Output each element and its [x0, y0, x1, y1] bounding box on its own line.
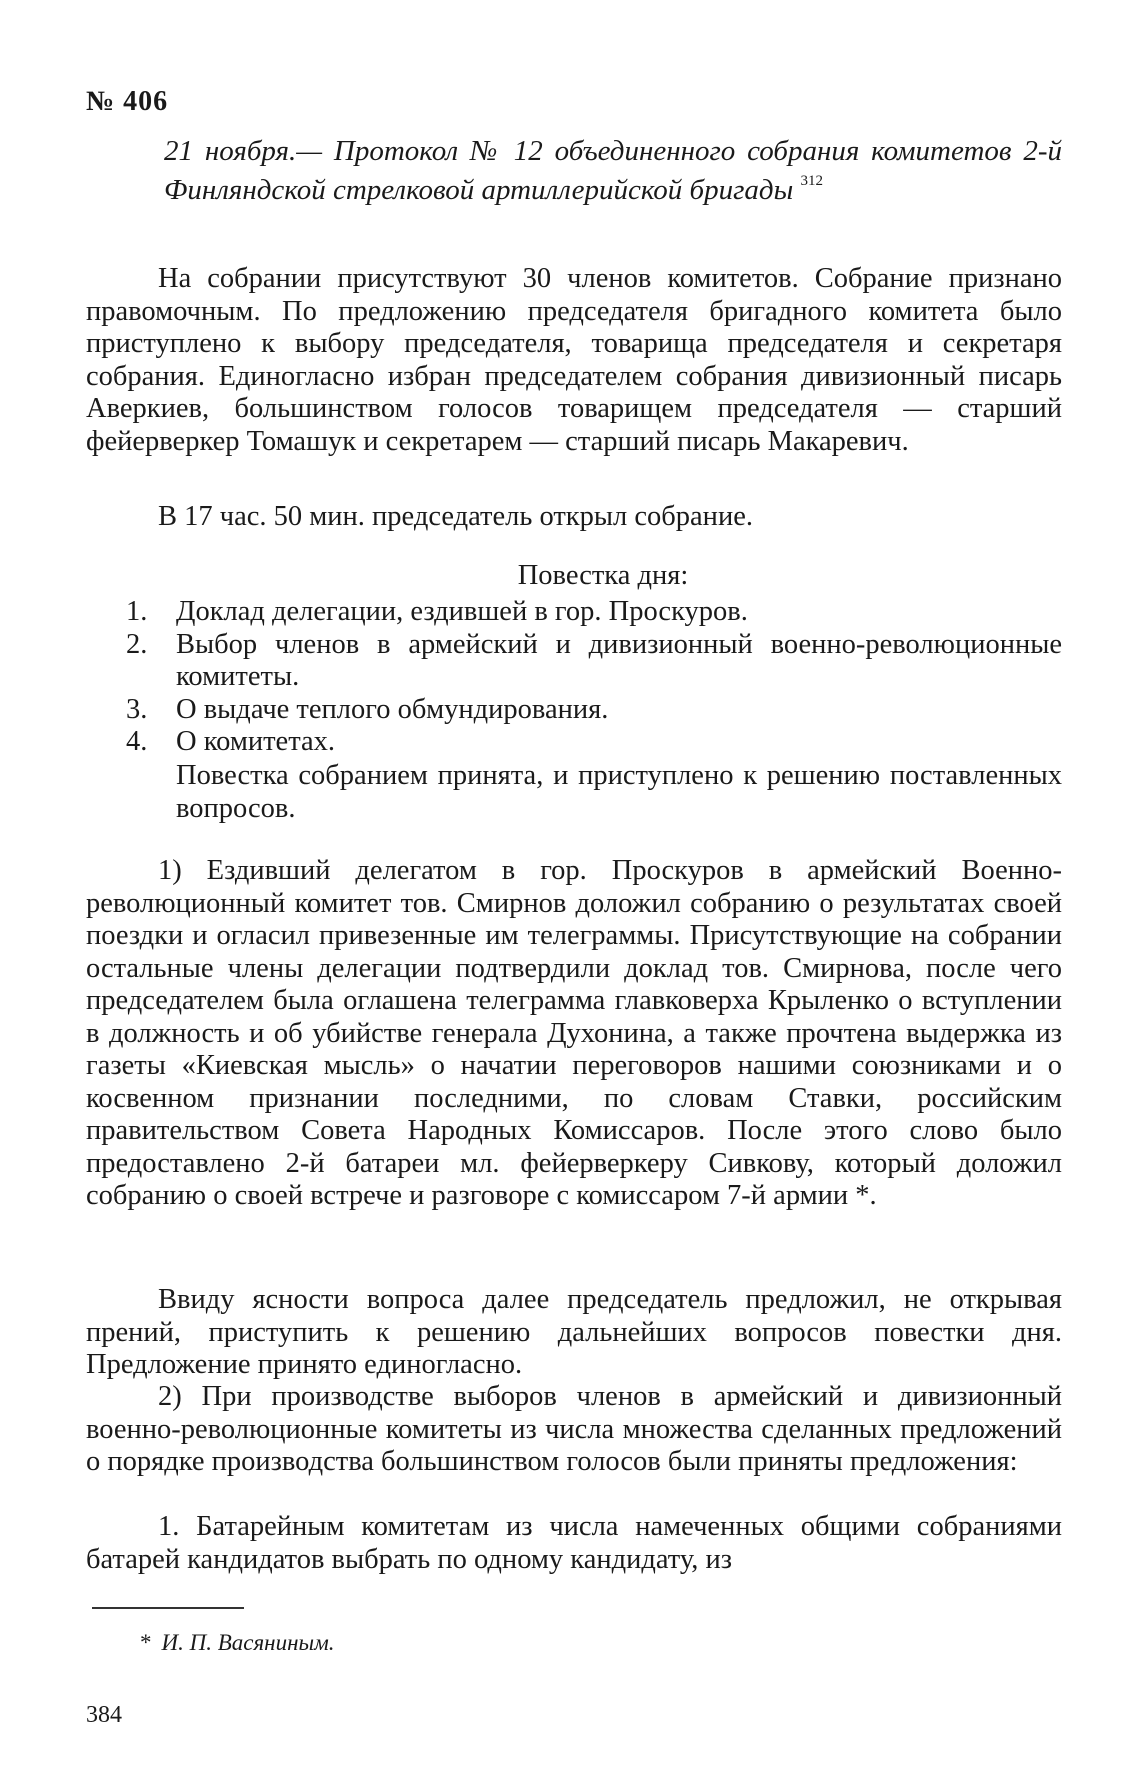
heading-text: 21 ноября.— Протокол № 12 объединенного собрания комитетов 2-й Финляндской стрелковой артиллерийской бригады [164, 135, 1062, 206]
agenda-item [126, 726, 1062, 759]
meeting-start-paragraph: В 17 час. 50 мин. председатель открыл собрание. [158, 501, 753, 532]
item-1-paragraph: 1) Ездивший делегатом в гор. Проскуров в армейский Военно-революционный комитет тов. Смирнов доложил собранию о результатах своей поездки и огласил привезенные им телеграммы. Присутствующие на собрании остальные члены делегации подтвердили доклад тов. Смирнова, после чего председателем была оглашена телеграмма главковерха Крыленко о вступлении в должность и об убийстве генерала Духонина, а также прочтена выдержка из газеты «Киевская мысль» о начатии переговоров нашими союзниками и о косвенном признании последними, по словам Ставки, российским правительством Совета Народных Комиссаров. После этого слово было предоставлено 2-й батареи мл. фейерверкеру Сивкову, который доложил собранию о своей встрече и разговоре с комиссаром 7-й армии *. [86, 855, 1062, 1211]
footnote-text: И. П. Васяниным. [161, 1630, 335, 1655]
agenda-accepted-paragraph: Повестка собранием принята, и приступлено к решению поставленных вопросов. [176, 760, 1062, 824]
agenda-item-text: О комитетах. [176, 726, 336, 757]
agenda-title: Повестка дня: [517, 560, 689, 591]
footnote-mark: * [140, 1630, 152, 1655]
document-heading [164, 132, 1062, 210]
agenda-item [126, 596, 1062, 629]
agenda-list [126, 596, 1062, 759]
agenda-item-number: 2. [126, 628, 148, 660]
agenda-item-text: Доклад делегации, ездившей в гор. Проскуров. [176, 596, 748, 627]
document-number: № 406 [86, 86, 169, 117]
agenda-item-number: 4. [126, 726, 148, 757]
agenda-item-number: 1. [126, 596, 148, 627]
proposal-paragraph: Ввиду ясности вопроса далее председатель предложил, не открывая прений, приступить к решению дальнейших вопросов повестки дня. Предложение принято единогласно. [86, 1284, 1062, 1380]
agenda-item [126, 629, 1062, 694]
footnote-divider [92, 1607, 244, 1609]
agenda-item-number: 3. [126, 693, 148, 725]
agenda-item-text: О выдаче теплого обмундирования. [176, 693, 609, 725]
agenda-item [126, 694, 1062, 727]
page-number: 384 [86, 1702, 122, 1728]
item-2-paragraph: 2) При производстве выборов членов в армейский и дивизионный военно-революционные комитеты из числа множества сделанных предложений о порядке производства большинством голосов были приняты предложения: [86, 1381, 1062, 1477]
heading-note-ref: 312 [800, 173, 823, 189]
item-2-subpoint-1: 1. Батарейным комитетам из числа намеченных общими собраниями батарей кандидатов выбрать по одному кандидату, из [86, 1511, 1062, 1575]
footnote [140, 1630, 335, 1656]
intro-paragraph: На собрании присутствуют 30 членов комитетов. Собрание признано правомочным. По предложению председателя бригадного комитета было приступлено к выбору председателя, товарища председателя и секретаря собрания. Единогласно избран председателем собрания дивизионный писарь Аверкиев, большинством голосов товарищем председателя — старший фейерверкер Томашук и секретарем — старший писарь Макаревич. [86, 263, 1062, 457]
agenda-item-text: Выбор членов в армейский и дивизионный военно-революционные комитеты. [176, 628, 1062, 692]
